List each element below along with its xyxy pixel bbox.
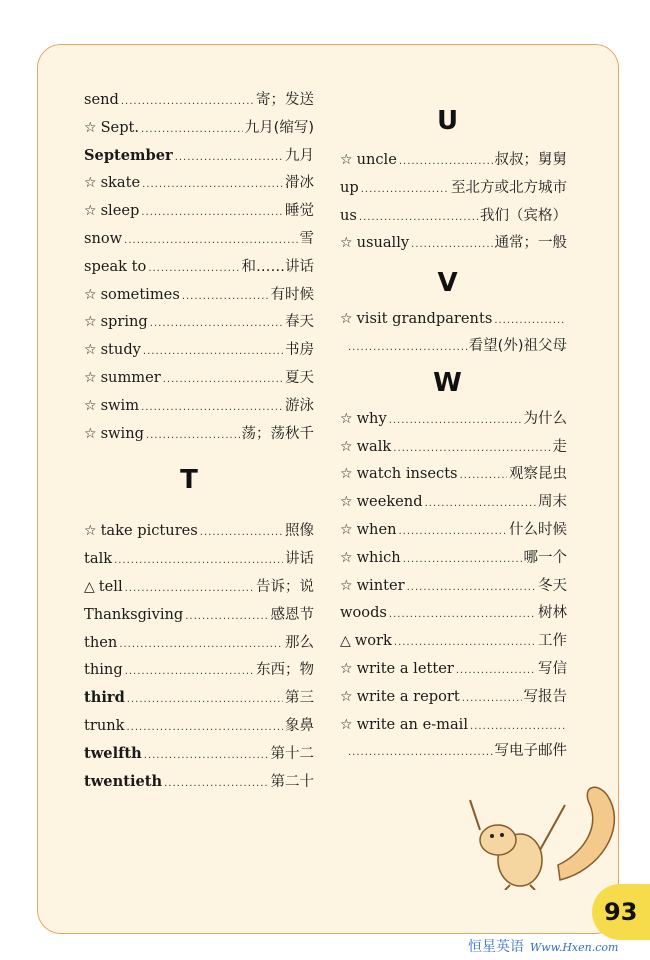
- glossary-entry: [84, 601, 314, 629]
- dot-leader: [143, 338, 283, 364]
- entry-word: usually: [356, 234, 410, 252]
- entry-meaning: 哪一个: [523, 549, 567, 566]
- glossary-entry: [340, 683, 567, 711]
- dot-leader: [141, 199, 283, 225]
- dot-leader: [146, 422, 240, 448]
- entry-meaning: 滑冰: [285, 175, 314, 192]
- entry-meaning: 东西；物: [256, 662, 314, 679]
- dot-leader: [470, 713, 565, 739]
- dot-leader: [425, 490, 536, 516]
- entry-word: send: [84, 91, 119, 108]
- triangle-icon: △: [340, 633, 351, 650]
- star-icon: ☆: [340, 235, 353, 252]
- glossary-entry: [84, 114, 314, 142]
- dot-leader: [359, 204, 478, 230]
- star-icon: ☆: [340, 577, 353, 594]
- star-icon: ☆: [340, 410, 353, 427]
- glossary-entry: [84, 281, 314, 309]
- star-icon: ☆: [340, 660, 353, 677]
- entry-meaning: 春天: [285, 314, 314, 331]
- letter-heading-u: U: [436, 106, 459, 136]
- entry-meaning: 讲话: [285, 551, 314, 568]
- entry-meaning: 感恩节: [270, 606, 314, 623]
- letter-heading-t: T: [180, 465, 198, 495]
- dot-leader: [142, 171, 283, 197]
- glossary-entry: [84, 768, 314, 796]
- watermark-brand: 恒星英语: [468, 939, 524, 955]
- entry-meaning: 和……讲话: [241, 258, 314, 275]
- entry-meaning: 九月(缩写): [244, 119, 314, 136]
- entry-word: twelfth: [84, 744, 142, 762]
- entry-meaning: 观察昆虫: [509, 466, 567, 483]
- entry-word: when: [356, 520, 397, 538]
- entry-word: write an e-mail: [356, 715, 469, 733]
- glossary-entry: [340, 655, 567, 683]
- entry-meaning: 寄；发送: [256, 92, 314, 108]
- glossary-entry: [340, 627, 567, 655]
- dot-leader: [411, 231, 492, 257]
- glossary-entry: [84, 656, 314, 684]
- glossary-entry: [84, 517, 314, 545]
- entry-meaning: 周末: [538, 494, 567, 511]
- entry-meaning: 告诉；说: [256, 578, 314, 595]
- glossary-entry: [84, 336, 314, 364]
- glossary-entry: [84, 740, 314, 768]
- dot-leader: [399, 148, 493, 174]
- glossary-entry: [84, 712, 314, 740]
- entry-meaning: 至北方或北方城市: [451, 179, 567, 196]
- letter-heading-w: W: [433, 367, 462, 398]
- entry-word: tell: [98, 577, 123, 595]
- glossary-entry: [340, 405, 567, 433]
- entry-word: thing: [84, 661, 123, 679]
- entry-meaning: 写电子邮件: [494, 743, 567, 760]
- dot-leader: [462, 685, 522, 711]
- entry-word: why: [356, 409, 387, 427]
- star-icon: ☆: [340, 311, 353, 328]
- dot-leader: [403, 546, 522, 572]
- glossary-entry: [84, 308, 314, 336]
- entry-word: twentieth: [84, 772, 163, 790]
- entry-word: swim: [100, 396, 140, 414]
- entry-word: Thanksgiving: [84, 605, 184, 623]
- entry-meaning: 照像: [285, 523, 314, 540]
- dot-leader: [150, 310, 283, 336]
- dot-leader: [126, 714, 283, 740]
- glossary-entry: [340, 433, 567, 461]
- glossary-entry: [84, 573, 314, 601]
- entry-word: visit grandparents: [356, 310, 493, 328]
- entry-word: Sept.: [100, 118, 140, 136]
- watermark-site: Www.Hxen.com: [530, 941, 619, 954]
- star-icon: ☆: [340, 549, 353, 566]
- star-icon: ☆: [84, 175, 97, 192]
- dot-leader: [393, 435, 550, 461]
- entry-meaning: 那么: [285, 634, 314, 651]
- entry-meaning: 通常；一般: [494, 235, 567, 252]
- dot-leader: [399, 518, 508, 544]
- entry-meaning: 叔叔；舅舅: [494, 152, 567, 168]
- dot-leader: [119, 631, 283, 657]
- entry-word: take pictures: [100, 522, 198, 540]
- entry-meaning: 象鼻: [285, 717, 314, 734]
- entries-u: [340, 146, 567, 257]
- entry-word: watch insects: [356, 465, 458, 483]
- star-icon: ☆: [340, 494, 353, 511]
- dot-leader: [121, 88, 254, 114]
- glossary-entry: [84, 225, 314, 253]
- glossary-entry: [340, 544, 567, 572]
- glossary-entry: [84, 197, 314, 225]
- glossary-entry: [340, 711, 567, 739]
- glossary-entry: [84, 253, 314, 281]
- dot-leader: [164, 770, 268, 796]
- star-icon: ☆: [84, 342, 97, 359]
- entry-word: write a report: [356, 687, 460, 705]
- dot-leader: [127, 686, 283, 712]
- entry-meaning: 第十二: [270, 745, 314, 762]
- dot-leader: [407, 574, 536, 600]
- left-column: [84, 86, 314, 795]
- entry-meaning: 第三: [285, 690, 314, 707]
- entry-word: summer: [100, 368, 161, 386]
- entry-meaning: 我们（宾格）: [480, 207, 567, 224]
- dot-leader: [141, 394, 283, 420]
- star-icon: ☆: [84, 119, 97, 136]
- entry-meaning: 树林: [538, 605, 567, 622]
- entry-word: weekend: [356, 493, 423, 511]
- entry-meaning: 第二十: [270, 773, 314, 790]
- entry-meaning: 冬天: [538, 577, 567, 594]
- star-icon: ☆: [84, 286, 97, 303]
- entry-word: sometimes: [100, 285, 180, 303]
- entry-word: study: [100, 341, 141, 359]
- entry-word: skate: [100, 174, 141, 192]
- dot-leader: [394, 629, 536, 655]
- glossary-entry: [84, 545, 314, 573]
- entry-meaning: 夏天: [285, 369, 314, 386]
- entry-word: swing: [100, 424, 144, 442]
- entry-word: up: [340, 178, 359, 196]
- entry-word: speak to: [84, 257, 147, 275]
- dot-leader: [144, 742, 269, 768]
- dot-leader: [124, 227, 297, 253]
- glossary-entry: [84, 142, 314, 170]
- entry-meaning: 雪: [299, 230, 314, 247]
- glossary-entry: [340, 146, 567, 174]
- dot-leader: [200, 519, 283, 545]
- dot-leader: [148, 255, 239, 281]
- glossary-entry: [340, 202, 567, 230]
- entry-meaning: 工作: [538, 633, 567, 650]
- dot-leader: [389, 601, 536, 627]
- glossary-entry: [84, 169, 314, 197]
- entry-word: spring: [100, 313, 148, 331]
- entry-meaning: 睡觉: [285, 203, 314, 220]
- right-column: [340, 104, 567, 766]
- dot-leader: [175, 144, 283, 170]
- star-icon: ☆: [340, 688, 353, 705]
- page-number: 93: [592, 884, 650, 940]
- entry-word: woods: [340, 604, 387, 622]
- entry-meaning: 九月: [285, 147, 314, 164]
- entry-word: sleep: [100, 202, 140, 220]
- entries-s: [84, 86, 314, 447]
- glossary-entry: [340, 516, 567, 544]
- glossary-entry: [340, 174, 567, 202]
- entry-word: uncle: [356, 151, 397, 168]
- entry-meaning: 写报告: [523, 688, 567, 705]
- entry-word: work: [354, 632, 392, 650]
- star-icon: ☆: [84, 425, 97, 442]
- dot-leader: [494, 307, 565, 333]
- entry-word: winter: [356, 576, 405, 594]
- dot-leader: [182, 283, 269, 309]
- star-icon: ☆: [340, 466, 353, 483]
- entry-meaning: 什么时候: [509, 521, 567, 538]
- glossary-entry: [340, 305, 567, 333]
- glossary-entry: [84, 392, 314, 420]
- glossary-entry: [340, 488, 567, 516]
- glossary-entry: [340, 460, 567, 488]
- dot-leader: [125, 575, 254, 601]
- entry-meaning: 走: [552, 438, 567, 455]
- glossary-entry: [340, 572, 567, 600]
- dot-leader: [361, 176, 449, 202]
- glossary-entry: [84, 684, 314, 712]
- dot-leader: [141, 116, 243, 142]
- entry-meaning: 有时候: [270, 286, 314, 303]
- star-icon: ☆: [84, 203, 97, 220]
- entry-word: snow: [84, 229, 123, 247]
- entry-word: trunk: [84, 716, 125, 734]
- letter-heading-v: V: [437, 268, 458, 299]
- entries-t: [84, 517, 314, 795]
- dot-leader: [163, 366, 283, 392]
- star-icon: ☆: [84, 369, 97, 386]
- dot-leader: [456, 657, 536, 683]
- dot-leader: [348, 334, 467, 361]
- glossary-entry: [84, 420, 314, 448]
- star-icon: ☆: [84, 314, 97, 331]
- entry-word: September: [84, 146, 173, 164]
- entry-word: talk: [84, 550, 113, 568]
- dot-leader: [125, 658, 254, 684]
- dot-leader: [185, 603, 268, 629]
- entry-meaning: 书房: [285, 342, 314, 359]
- entry-word: third: [84, 689, 125, 707]
- glossary-entry: [84, 364, 314, 392]
- entry-meaning: 写信: [538, 660, 567, 677]
- glossary-entry: [84, 629, 314, 657]
- dot-leader: [460, 462, 507, 488]
- entry-word: which: [356, 548, 401, 566]
- star-icon: ☆: [340, 152, 353, 168]
- entry-meaning: 荡；荡秋千: [241, 425, 314, 442]
- star-icon: ☆: [84, 397, 97, 414]
- entry-meaning: 看望(外)祖父母: [468, 337, 567, 354]
- entry-meaning: 为什么: [523, 410, 567, 427]
- glossary-entry: [340, 229, 567, 257]
- entry-word: walk: [356, 437, 392, 455]
- entries-v: [340, 305, 567, 361]
- star-icon: ☆: [340, 716, 353, 733]
- glossary-entry: [340, 599, 567, 627]
- glossary-entry: [84, 86, 314, 114]
- squirrel-illustration: [440, 760, 630, 890]
- star-icon: ☆: [340, 521, 353, 538]
- glossary-entry: [340, 333, 567, 361]
- entry-meaning: 游泳: [285, 397, 314, 414]
- watermark: [468, 936, 648, 956]
- entry-word: us: [340, 206, 357, 224]
- star-icon: ☆: [340, 438, 353, 455]
- star-icon: ☆: [84, 523, 97, 540]
- dot-leader: [389, 407, 522, 433]
- triangle-icon: △: [84, 578, 95, 595]
- entries-w: [340, 405, 567, 766]
- entry-word: write a letter: [356, 659, 454, 677]
- dot-leader: [114, 547, 283, 573]
- entry-word: then: [84, 633, 118, 651]
